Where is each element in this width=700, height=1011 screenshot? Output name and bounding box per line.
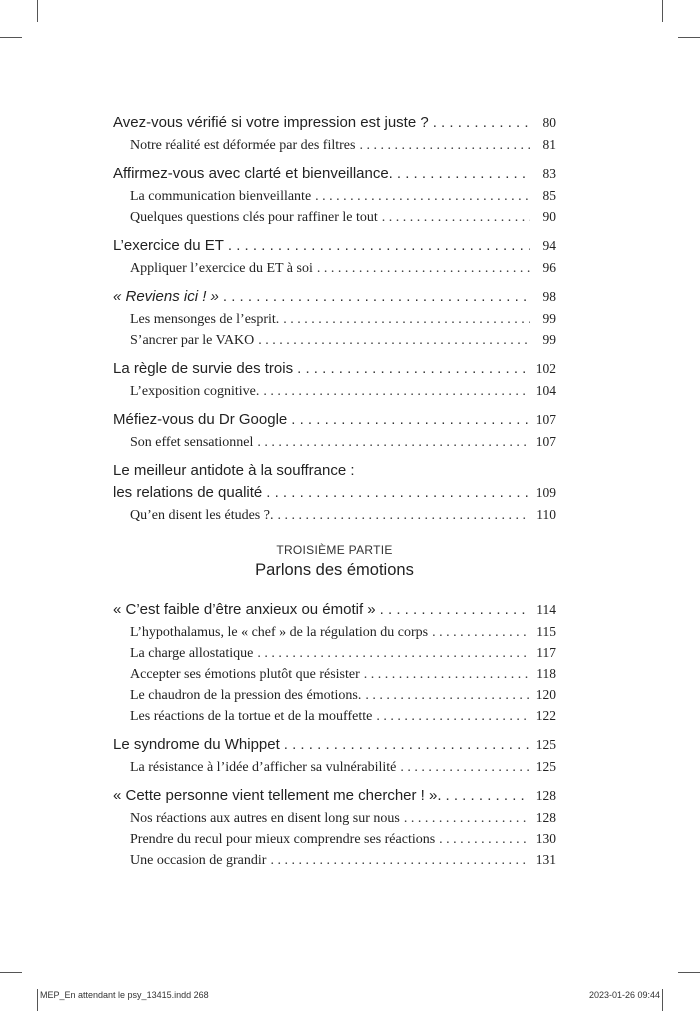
subsection-title: L’exposition cognitive. bbox=[130, 384, 260, 399]
page-number: 128 bbox=[535, 810, 556, 825]
chapter-title: « C’est faible d’être anxieux ou émotif » bbox=[113, 601, 376, 618]
page-number: 118 bbox=[536, 666, 556, 681]
leader-dots bbox=[380, 599, 530, 621]
chapter-title: les relations de qualité bbox=[113, 484, 263, 501]
toc-chapter-row[interactable] bbox=[113, 358, 556, 380]
subsection-title: Les mensonges de l’esprit. bbox=[130, 312, 280, 327]
leader-dots bbox=[446, 785, 530, 807]
subsection-title: Quelques questions clés pour raffiner le tout bbox=[130, 210, 378, 225]
toc-subsection-row[interactable] bbox=[113, 663, 556, 684]
page-number: 107 bbox=[535, 434, 556, 449]
toc-subsection-row[interactable] bbox=[113, 849, 556, 870]
subsection-title: Les réactions de la tortue et de la mouffette bbox=[130, 709, 373, 724]
toc-chapter bbox=[113, 734, 556, 777]
leader-dots bbox=[283, 309, 530, 329]
crop-mark-right-bottom bbox=[678, 972, 700, 973]
crop-mark-top-left bbox=[37, 0, 38, 22]
subsection-title: Notre réalité est déformée par des filtres bbox=[130, 138, 356, 153]
page-number: 125 bbox=[535, 737, 556, 752]
toc-subsection-row[interactable] bbox=[113, 828, 556, 849]
toc-subsection-row[interactable] bbox=[113, 380, 556, 401]
leader-dots bbox=[376, 706, 530, 726]
chapter-title-line1[interactable]: Le meilleur antidote à la souffrance : bbox=[113, 462, 355, 479]
leader-dots bbox=[284, 734, 530, 756]
leader-dots bbox=[270, 850, 530, 870]
page-number: 131 bbox=[535, 852, 556, 867]
part-title: Parlons des émotions bbox=[255, 561, 414, 579]
leader-dots bbox=[364, 664, 530, 684]
leader-dots bbox=[263, 381, 530, 401]
subsection-title: La charge allostatique bbox=[130, 646, 254, 661]
page-number: 99 bbox=[542, 332, 556, 347]
page-number: 80 bbox=[542, 115, 556, 130]
toc-chapter bbox=[113, 460, 556, 525]
subsection-title: La communication bienveillante bbox=[130, 189, 312, 204]
page-number: 102 bbox=[535, 361, 556, 376]
crop-mark-top-right bbox=[662, 0, 663, 22]
toc-subsection-row[interactable] bbox=[113, 756, 556, 777]
leader-dots bbox=[277, 505, 530, 525]
subsection-title: Son effet sensationnel bbox=[130, 435, 254, 450]
leader-dots bbox=[258, 330, 530, 350]
toc-subsection-row[interactable] bbox=[113, 206, 556, 227]
footer-timestamp: 2023-01-26 09:44 bbox=[588, 990, 660, 1000]
chapter-title: Le syndrome du Whippet bbox=[113, 736, 280, 753]
toc-subsection-row[interactable] bbox=[113, 642, 556, 663]
toc-chapter-row[interactable] bbox=[113, 599, 556, 621]
leader-dots bbox=[297, 358, 530, 380]
page-number: 117 bbox=[536, 645, 556, 660]
toc-chapter bbox=[113, 163, 556, 227]
chapter-title: Affirmez-vous avec clarté et bienveillance. bbox=[113, 165, 393, 182]
page-number: 120 bbox=[535, 687, 556, 702]
page-number: 128 bbox=[535, 788, 556, 803]
toc-chapter-row[interactable] bbox=[113, 163, 556, 185]
toc-chapter bbox=[113, 358, 556, 401]
crop-mark-bottom-left bbox=[37, 989, 38, 1011]
subsection-title: Une occasion de grandir bbox=[130, 853, 267, 868]
leader-dots bbox=[432, 622, 530, 642]
toc-subsection-row[interactable] bbox=[113, 257, 556, 278]
page-number: 114 bbox=[536, 602, 556, 617]
leader-dots bbox=[228, 235, 530, 257]
page-number: 81 bbox=[542, 137, 556, 152]
leader-dots bbox=[266, 482, 530, 504]
chapter-title: La règle de survie des trois bbox=[113, 360, 294, 377]
crop-mark-left-top bbox=[0, 37, 22, 38]
leader-dots bbox=[315, 186, 530, 206]
chapter-title: Méfiez-vous du Dr Google bbox=[113, 411, 288, 428]
toc-subsection-row[interactable] bbox=[113, 684, 556, 705]
toc-chapter bbox=[113, 785, 556, 870]
page-number: 104 bbox=[535, 383, 556, 398]
toc-chapter-row[interactable] bbox=[113, 409, 556, 431]
leader-dots bbox=[433, 112, 530, 134]
toc-part2-section bbox=[113, 112, 556, 525]
toc-subsection-row[interactable] bbox=[113, 134, 556, 155]
chapter-title: Avez-vous vérifié si votre impression est juste ? bbox=[113, 114, 429, 131]
page-number: 125 bbox=[535, 759, 556, 774]
leader-dots bbox=[365, 685, 530, 705]
page-number: 110 bbox=[536, 507, 556, 522]
leader-dots bbox=[359, 135, 530, 155]
toc-subsection-row[interactable] bbox=[113, 185, 556, 206]
subsection-title: Appliquer l’exercice du ET à soi bbox=[130, 261, 313, 276]
toc-subsection-row[interactable] bbox=[113, 431, 556, 452]
leader-dots bbox=[400, 757, 530, 777]
toc-chapter bbox=[113, 286, 556, 350]
page-number: 115 bbox=[536, 624, 556, 639]
page-number: 98 bbox=[542, 289, 556, 304]
page-number: 85 bbox=[542, 188, 556, 203]
page-number: 99 bbox=[542, 311, 556, 326]
chapter-title: « Reviens ici ! » bbox=[113, 288, 219, 305]
page-number: 122 bbox=[535, 708, 556, 723]
toc-chapter bbox=[113, 409, 556, 452]
toc-chapter-row[interactable] bbox=[113, 112, 556, 134]
toc-subsection-row[interactable] bbox=[113, 621, 556, 642]
subsection-title: Qu’en disent les études ?. bbox=[130, 508, 274, 523]
page-number: 130 bbox=[535, 831, 556, 846]
chapter-title: L’exercice du ET bbox=[113, 237, 224, 254]
leader-dots bbox=[382, 207, 530, 227]
toc-chapter-row[interactable] bbox=[113, 235, 556, 257]
page-number: 83 bbox=[542, 166, 556, 181]
subsection-title: Accepter ses émotions plutôt que résister bbox=[130, 667, 360, 682]
toc-chapter-row[interactable] bbox=[113, 482, 556, 504]
subsection-title: La résistance à l’idée d’afficher sa vulnérabilité bbox=[130, 760, 397, 775]
leader-dots bbox=[317, 258, 530, 278]
leader-dots bbox=[257, 432, 530, 452]
page-number: 96 bbox=[542, 260, 556, 275]
footer-file-info: MEP_En attendant le psy_13415.indd 268 bbox=[40, 990, 209, 1000]
toc-chapter-row[interactable] bbox=[113, 785, 556, 807]
subsection-title: Nos réactions aux autres en disent long sur nous bbox=[130, 811, 400, 826]
subsection-title: S’ancrer par le VAKO bbox=[130, 333, 255, 348]
page-number: 107 bbox=[535, 412, 556, 427]
leader-dots bbox=[291, 409, 530, 431]
toc-subsection-row[interactable] bbox=[113, 504, 556, 525]
toc-chapter bbox=[113, 235, 556, 278]
page-number: 94 bbox=[542, 238, 556, 253]
toc-chapter bbox=[113, 599, 556, 726]
page-number: 109 bbox=[535, 485, 556, 500]
subsection-title: Le chaudron de la pression des émotions. bbox=[130, 688, 362, 703]
page-number: 90 bbox=[542, 209, 556, 224]
crop-mark-left-bottom bbox=[0, 972, 22, 973]
part-label: TROISIÈME PARTIE bbox=[276, 543, 393, 557]
toc-subsection-row[interactable] bbox=[113, 329, 556, 350]
crop-mark-right-top bbox=[678, 37, 700, 38]
chapter-title: « Cette personne vient tellement me chercher ! ». bbox=[113, 787, 442, 804]
subsection-title: L’hypothalamus, le « chef » de la régulation du corps bbox=[130, 625, 429, 640]
crop-mark-bottom-right bbox=[662, 989, 663, 1011]
leader-dots bbox=[397, 163, 530, 185]
toc-chapter-row[interactable] bbox=[113, 286, 556, 308]
leader-dots bbox=[439, 829, 530, 849]
toc-chapter bbox=[113, 112, 556, 155]
toc-subsection-row[interactable] bbox=[113, 308, 556, 329]
subsection-title: Prendre du recul pour mieux comprendre ses réactions bbox=[130, 832, 436, 847]
leader-dots bbox=[404, 808, 530, 828]
leader-dots bbox=[223, 286, 530, 308]
toc-subsection-row[interactable] bbox=[113, 807, 556, 828]
toc-chapter-row[interactable] bbox=[113, 734, 556, 756]
leader-dots bbox=[257, 643, 530, 663]
toc-part3-section bbox=[113, 599, 556, 870]
toc-subsection-row[interactable] bbox=[113, 705, 556, 726]
